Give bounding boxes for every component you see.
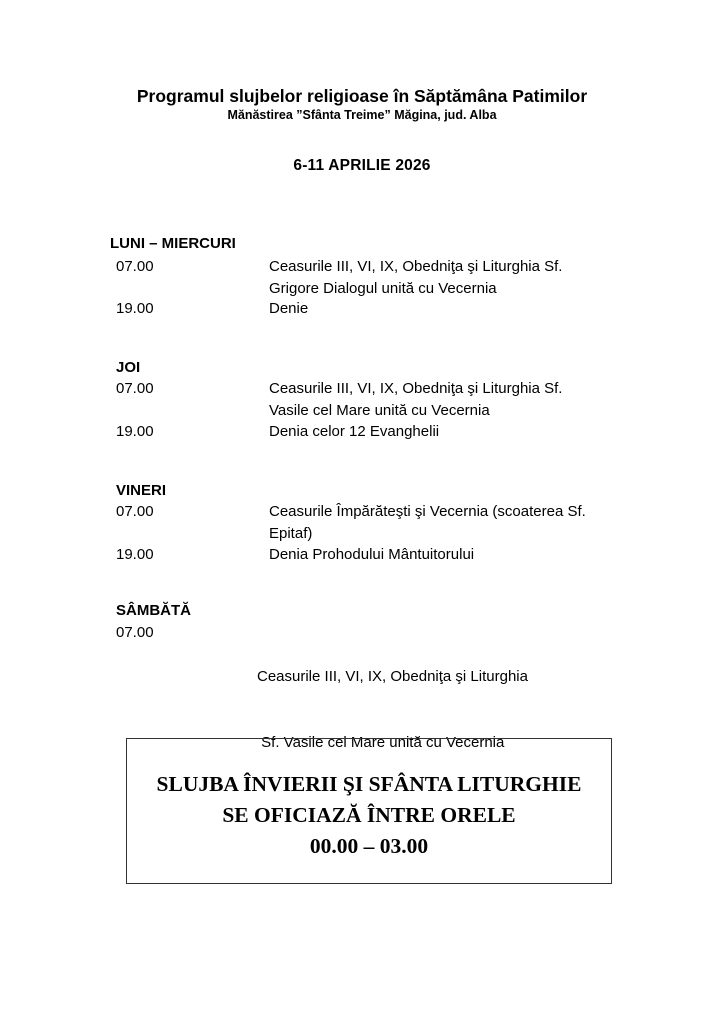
service-time: 07.00 — [116, 503, 154, 520]
day-heading: VINERI — [116, 482, 167, 499]
service-description — [269, 501, 586, 545]
service-time: 07.00 — [116, 624, 154, 641]
notice-text — [127, 769, 611, 862]
service-description-line: Ceasurile III, VI, IX, Obedniţa şi Liturghia Sf. — [269, 258, 563, 275]
service-description-line: Ceasurile Împărăteşti şi Vecernia (scoaterea Sf. — [269, 503, 586, 520]
service-description: Denia celor 12 Evanghelii — [269, 423, 440, 440]
day-heading: SÂMBĂTĂ — [116, 602, 191, 619]
document-title: Programul slujbelor religioase în Săptămâna Patimilor — [136, 86, 588, 106]
day-heading: JOI — [116, 359, 141, 376]
service-description-line: Vasile cel Mare unită cu Vecernia — [269, 402, 490, 419]
service-time: 19.00 — [116, 546, 154, 563]
service-description: Denia Prohodului Mântuitorului — [269, 546, 475, 563]
service-time: 19.00 — [116, 423, 154, 440]
service-description — [269, 378, 562, 422]
service-description-line: Epitaf) — [269, 525, 313, 542]
notice-line: SLUJBA ÎNVIERII ŞI SFÂNTA LITURGHIE — [156, 772, 582, 796]
service-description-line: Grigore Dialogul unită cu Vecernia — [269, 280, 497, 297]
service-time: 07.00 — [116, 380, 154, 397]
service-time: 19.00 — [116, 300, 154, 317]
document-subtitle: Mănăstirea ”Sfânta Treime” Măgina, jud. Alba — [227, 108, 497, 122]
date-range: 6-11 APRILIE 2026 — [293, 157, 431, 174]
service-description — [269, 256, 562, 300]
notice-time-range: 00.00 – 03.00 — [309, 834, 429, 858]
service-description-line: Ceasurile III, VI, IX, Obedniţa şi Liturghia Sf. — [269, 380, 563, 397]
notice-line: SE OFICIAZĂ ÎNTRE ORELE — [222, 803, 516, 827]
service-description-line: Sf. Vasile cel Mare unită cu Vecernia — [257, 734, 505, 751]
resurrection-service-notice-box — [126, 738, 612, 884]
day-heading: LUNI – MIERCURI — [110, 235, 236, 252]
service-description-line: Ceasurile III, VI, IX, Obedniţa şi Liturghia — [257, 668, 528, 685]
service-description: Denie — [269, 300, 309, 317]
service-time: 07.00 — [116, 258, 154, 275]
